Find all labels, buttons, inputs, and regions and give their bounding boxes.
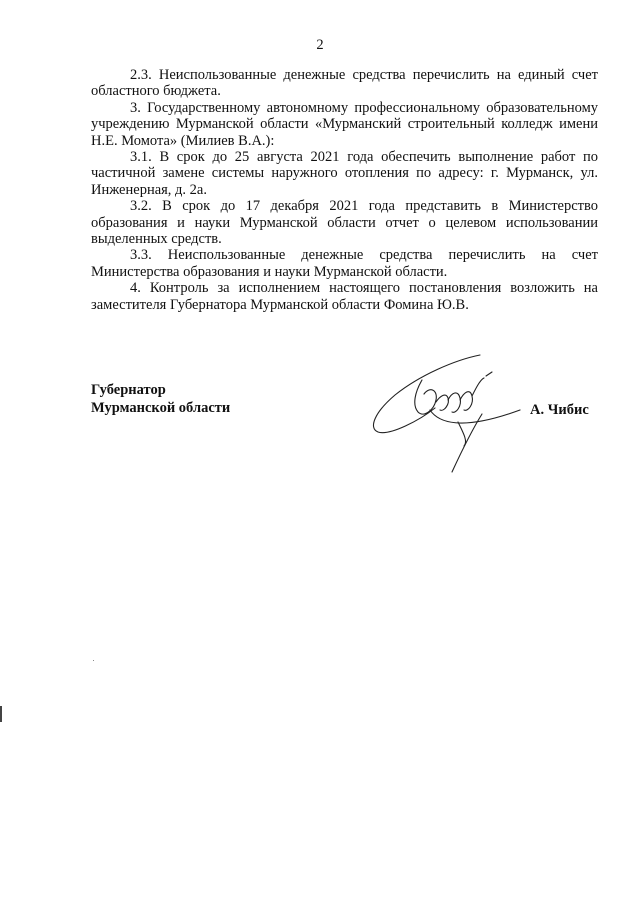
paragraph-4: 4. Контроль за исполнением настоящего постановления возложить на заместителя Губернатора Мурманской области Фомина Ю.В. (91, 280, 598, 313)
paragraph-3-2: 3.2. В срок до 17 декабря 2021 года представить в Министерство образования и науки Мурманской области отчет о целевом использовании выделенных средств. (91, 198, 598, 248)
signatory-title-line1: Губернатор (91, 382, 166, 398)
scan-speck (93, 660, 94, 661)
signatory-title-line2: Мурманской области (91, 400, 231, 416)
paragraph-3: 3. Государственному автономному профессиональному образовательному учреждению Мурманской области «Мурманский строительный колледж имени Н.Е. Момота» (Милиев В.А.): (91, 99, 598, 149)
document-body (91, 67, 598, 313)
page-number: 2 (316, 37, 324, 53)
scan-margin-mark (0, 706, 2, 722)
signatory-title (91, 381, 230, 417)
signatory-name: А. Чибис (530, 402, 589, 418)
paragraph-2-3: 2.3. Неиспользованные денежные средства перечислить на единый счет областного бюджета. (91, 67, 598, 100)
handwritten-signature (360, 350, 530, 480)
paragraph-3-1: 3.1. В срок до 25 августа 2021 года обеспечить выполнение работ по частичной замене системы наружного отопления по адресу: г. Мурманск, ул. Инженерная, д. 2а. (91, 149, 598, 198)
paragraph-3-3: 3.3. Неиспользованные денежные средства перечислить на счет Министерства образования и науки Мурманской области. (91, 247, 598, 280)
